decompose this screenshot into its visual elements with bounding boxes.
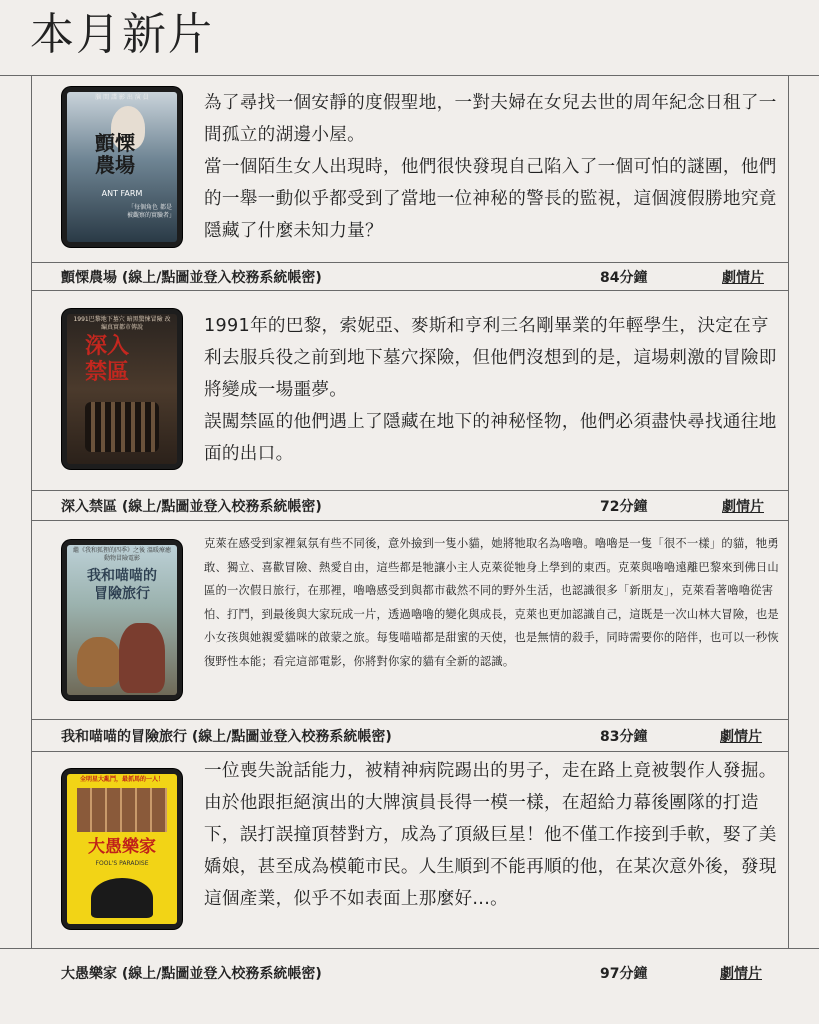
movie-info-row: [0, 262, 819, 290]
poster-en-title: FOOL'S PARADISE: [95, 860, 149, 867]
divider: [0, 948, 819, 949]
movie-genre-link[interactable]: 劇情片: [720, 966, 762, 982]
description-paragraph: 當一個陌生女人出現時，他們很快發現自己陷入了一個可怕的謎團，他們的一舉一動似乎都受到了當地一位神秘的警長的監視，這個渡假勝地究竟隱藏了什麼未知力量？: [204, 157, 777, 241]
cast-photos: [77, 788, 167, 832]
poster-tagline: 「每個角色 都是被觀察的實驗者」: [127, 204, 176, 219]
poster-en-title: ANT FARM: [101, 189, 143, 198]
movie-info-row: [0, 491, 819, 519]
poster-title: 深入 禁區: [84, 334, 129, 385]
movie-duration: 97分鐘: [600, 966, 648, 982]
description-paragraph: 為了尋找一個安靜的度假聖地，一對夫婦在女兒去世的周年紀念日租了一間孤立的湖邊小屋。: [204, 93, 777, 145]
movie-title-link[interactable]: 深入禁區 (線上/點圖並登入校務系統帳密): [61, 499, 322, 515]
movie-genre-link[interactable]: 劇情片: [722, 499, 764, 515]
poster-top-text: 腦 間 諜 影 出 演 員: [95, 94, 149, 101]
movie-duration: 72分鐘: [600, 499, 648, 515]
divider: [31, 751, 788, 752]
poster-top-text: 繼《我和狐狸的四季》之後 溫暖療癒動物冒險電影: [73, 547, 171, 562]
catacomb-image: [85, 402, 159, 452]
divider: [31, 719, 788, 720]
movie-description: [204, 532, 780, 674]
movie-duration: 84分鐘: [600, 270, 648, 286]
girl-image: [119, 623, 165, 693]
movie-info-row: [0, 721, 819, 749]
movie-poster[interactable]: [62, 87, 182, 247]
poster-title: 大愚樂家: [88, 837, 156, 857]
divider: [31, 290, 788, 291]
description-paragraph: 克萊在感受到家裡氣氛有些不同後，意外撿到一隻小貓，她將牠取名為嚕嚕。嚕嚕是一隻「很不一樣」的貓，牠勇敢、獨立、喜歡冒險、熱愛自由，這些都是牠讓小主人克萊從牠身上學到的東西。克萊與嚕嚕遠離巴黎來到佛日山區的一次假日旅行，在那裡，嚕嚕感受到與都市截然不同的野外生活，也認識很多「新朋友」，克萊看著嚕嚕從害怕、打鬥，到最後與大家玩成一片，透過嚕嚕的變化與成長，克萊也更加認識自己，這既是一次山林大冒險，也是小女孩與她親愛貓咪的啟蒙之旅。每隻喵喵都是甜蜜的天使，也是無情的殺手，同時需要你的陪伴，也可以一秒恢復野性本能；看完這部電影，你將對你家的貓有全新的認識。: [204, 537, 779, 668]
movie-description: [204, 755, 780, 915]
divider: [31, 520, 788, 521]
movie-info-row: [0, 958, 819, 986]
movie-description: [204, 310, 780, 470]
movie-duration: 83分鐘: [600, 729, 648, 745]
hat-man-image: [91, 878, 153, 918]
movie-title-link[interactable]: 我和喵喵的冒險旅行 (線上/點圖並登入校務系統帳密): [61, 729, 392, 745]
movie-genre-link[interactable]: 劇情片: [720, 729, 762, 745]
description-paragraph: 由於他跟拒絕演出的大牌演員長得一模一樣，在超給力幕後團隊的打造下，誤打誤撞頂替對方，成為了頂級巨星！他不僅工作接到手軟，娶了美嬌娘，甚至成為模範市民。人生順到不能再順的他，在某次意外後，發現這個產業，似乎不如表面上那麼好...。: [204, 793, 777, 909]
movie-title-link[interactable]: 大愚樂家 (線上/點圖並登入校務系統帳密): [61, 966, 322, 982]
movie-poster[interactable]: [62, 540, 182, 700]
poster-title: 我和喵喵的 冒險旅行: [87, 568, 157, 602]
movie-poster[interactable]: [62, 309, 182, 469]
page-title: 本月新片: [30, 9, 214, 60]
poster-top-text: 1991巴黎地下墓穴 暗黑驚悚冒險 改編真實都市傳說: [73, 316, 171, 331]
description-paragraph: 1991年的巴黎，索妮亞、麥斯和亨利三名剛畢業的年輕學生，決定在亨利去服兵役之前到地下墓穴探險，但他們沒想到的是，這場刺激的冒險即將變成一場噩夢。: [204, 316, 777, 400]
cat-image: [77, 637, 121, 687]
movie-genre-link[interactable]: 劇情片: [722, 270, 764, 286]
poster-title: 顫慄 農場: [95, 131, 135, 177]
description-paragraph: 誤闖禁區的他們遇上了隱藏在地下的神秘怪物，他們必須盡快尋找通往地面的出口。: [204, 412, 777, 464]
movie-description: [204, 87, 780, 247]
divider: [0, 75, 819, 76]
description-paragraph: 一位喪失說話能力，被精神病院踢出的男子，走在路上竟被製作人發掘。: [204, 761, 777, 781]
movie-poster[interactable]: [62, 769, 182, 929]
poster-top-text: 全明星大亂鬥，最抓馬的一人！: [79, 776, 164, 783]
movie-title-link[interactable]: 顫慄農場 (線上/點圖並登入校務系統帳密): [61, 270, 322, 286]
